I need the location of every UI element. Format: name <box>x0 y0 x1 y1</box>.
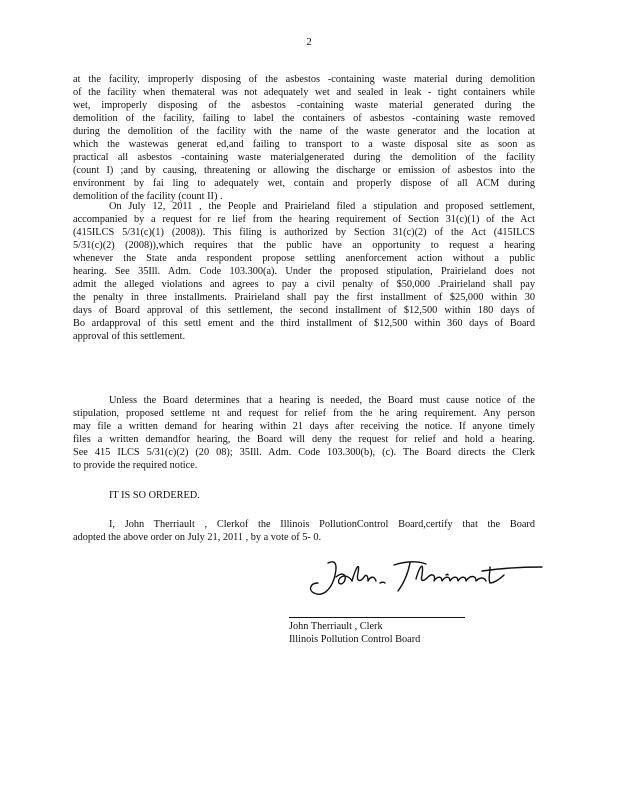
text-line: to provide the required notice. <box>73 460 198 471</box>
text-line: 5/31(c)(2) (2008)),which requires that the public have an opportunity to request a hearing <box>73 240 535 251</box>
text-line: On July 12, 2011 , the People and Prairieland filed a stipulation and proposed settlement, <box>109 201 535 212</box>
text-line: stipulation, proposed settleme nt and request for relief from the he aring requirement. Any person <box>73 408 535 419</box>
signature-line <box>289 617 465 618</box>
text-line: demolition of the facility, failing to label the containers of asbestos -containing waste removed <box>73 113 535 124</box>
page-number: 2 <box>306 36 312 48</box>
paragraph-2 <box>73 200 535 343</box>
text-line: which the wastewas generat ed,and failing to transport to a waste disposal site as soon as <box>73 139 535 150</box>
text-line: wet, improperly disposing of the asbestos -containing waste material generated during the <box>73 100 535 111</box>
text-line: practical all asbestos -containing waste materialgenerated during the demolition of the facility <box>73 152 535 163</box>
clerk-office: Illinois Pollution Control Board <box>289 634 421 645</box>
text-line: accompanied by a request for re lief from the hearing requirement of Section 31(c)(1) of the Act <box>73 214 535 225</box>
text-line: whenever the State anda respondent propose settling anenforcement action without a public <box>73 253 535 264</box>
text-line: environment by fai ling to adequately wet, contain and properly dispose of all ACM during <box>73 178 535 189</box>
text-line: of the facility when themateral was not adequately wet and sealed in leak - tight containers while <box>73 87 535 98</box>
text-line: may file a written demand for hearing within 21 days after receiving the notice. If anyone timely <box>73 421 535 432</box>
text-line: Bo ardapproval of this settl ement and the third installment of $12,500 within 360 days of Board <box>73 318 535 329</box>
text-line: See 415 ILCS 5/31(c)(2) (20 08); 35Ill. Adm. Code 103.300(b), (c). The Board directs the Clerk <box>73 447 535 458</box>
order-statement: IT IS SO ORDERED. <box>109 490 200 501</box>
certification-paragraph <box>73 518 535 544</box>
text-line: adopted the above order on July 21, 2011 , by a vote of 5- 0. <box>73 532 322 543</box>
clerk-signature-block <box>289 620 420 646</box>
text-line: approval of this settlement. <box>73 331 186 342</box>
text-line: admit the alleged violations and agrees to pay a civil penalty of $50,000 .Prairieland shall pay <box>73 279 535 290</box>
text-line: demolition of the facility (count II) . <box>73 191 223 202</box>
text-line: at the facility, improperly disposing of the asbestos -containing waste material during demolition <box>73 74 535 85</box>
text-line: the penalty in three installments. Prairieland shall pay the first installment of $25,000 within 30 <box>73 292 535 303</box>
paragraph-3 <box>73 394 535 472</box>
text-line: Unless the Board determines that a hearing is needed, the Board must cause notice of the <box>109 395 535 406</box>
text-line: during the demolition of the facility with the name of the waste generator and the location at <box>73 126 535 137</box>
handwritten-signature <box>306 555 546 605</box>
text-line: files a written demandfor hearing, the Board will deny the request for relief and hold a hearing. <box>73 434 535 445</box>
text-line: (415ILCS 5/31(c)(1) (2008)). This filing is authorized by Section 31(c)(2) of the Act (415ILCS <box>73 227 535 238</box>
text-line: I, John Therriault , Clerkof the Illinois PollutionControl Board,certify that the Board <box>109 519 535 530</box>
text-line: hearing. See 35Ill. Adm. Code 103.300(a). Under the proposed stipulation, Prairieland does not <box>73 266 535 277</box>
paragraph-1 <box>73 73 535 203</box>
clerk-name: John Therriault , Clerk <box>289 621 383 632</box>
text-line: (count I) ;and by causing, threatening or allowing the discharge or emission of asbestos into the <box>73 165 535 176</box>
text-line: days of Board approval of this settlement, the second installment of $12,500 within 180 days of <box>73 305 535 316</box>
